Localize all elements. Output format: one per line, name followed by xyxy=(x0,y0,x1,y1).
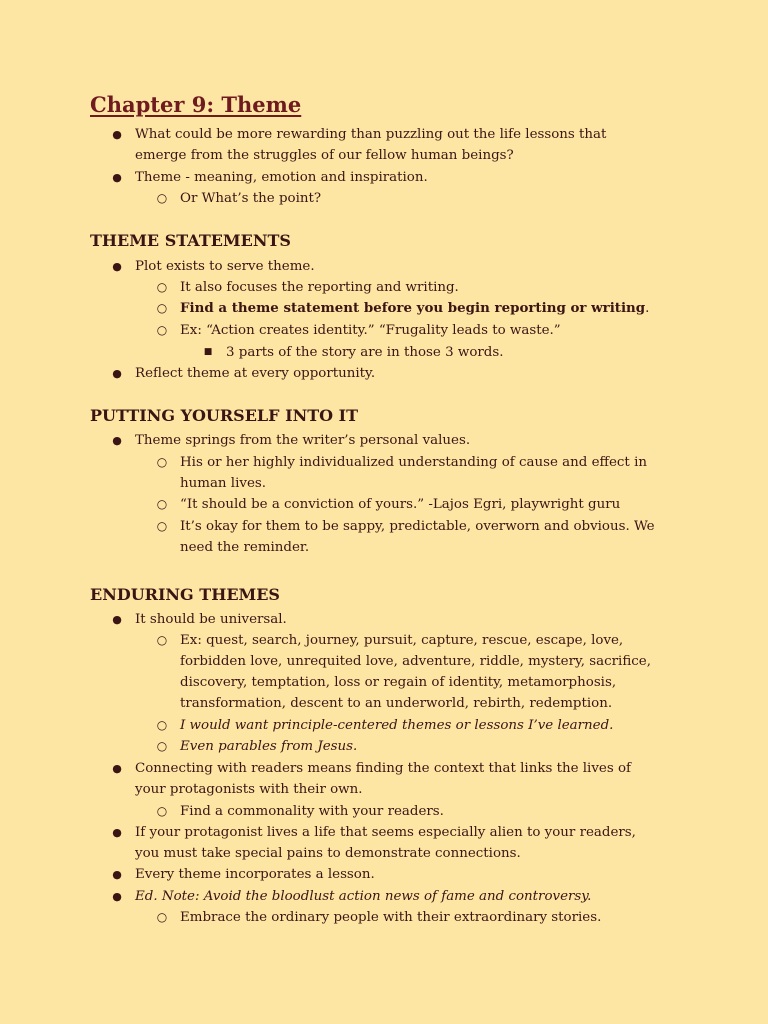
bullet-circle-icon: ○ xyxy=(156,323,168,337)
list-item-text: 3 parts of the story are in those 3 words. xyxy=(226,345,504,360)
list-item xyxy=(156,188,658,209)
bullet-circle-icon: ○ xyxy=(156,910,168,924)
list-item-text-bold: Find a theme statement before you begin reporting or writing xyxy=(180,300,646,316)
list-item xyxy=(112,822,655,864)
bullet-disc-icon: ● xyxy=(112,613,122,626)
bullet-circle-icon: ○ xyxy=(156,718,168,732)
list-item xyxy=(156,907,658,928)
list-item-text: Plot exists to serve theme. xyxy=(135,259,315,274)
list-item xyxy=(112,430,655,451)
list-item-text: Or What’s the point? xyxy=(180,191,322,206)
list-item xyxy=(112,758,655,800)
list-item-text: Ex: quest, search, journey, pursuit, capture, rescue, escape, love, forbidden love, unrequited love, adventure, riddle, mystery, sacrifice, discovery, temptation, loss or regain of identity, metamorphosis, transformation, descent to an underworld, rebirth, redemption. xyxy=(180,633,651,711)
list-item xyxy=(112,256,655,277)
list-item xyxy=(112,886,655,907)
list-item xyxy=(112,609,655,630)
bullet-disc-icon: ● xyxy=(112,762,122,775)
list-item-text: Theme - meaning, emotion and inspiration. xyxy=(135,170,428,185)
list-item xyxy=(156,715,658,736)
list-item xyxy=(156,736,658,757)
bullet-circle-icon: ○ xyxy=(156,191,168,205)
bullet-square-icon: ■ xyxy=(203,347,213,357)
list-item-text-italic: Even parables from Jesus. xyxy=(180,739,358,754)
list-item-text: Theme springs from the writer’s personal values. xyxy=(135,433,471,448)
list-item-text: It also focuses the reporting and writing. xyxy=(180,280,459,295)
list-item-text: It’s okay for them to be sappy, predictable, overworn and obvious. We need the reminder. xyxy=(180,519,655,555)
list-item xyxy=(203,342,666,363)
list-item-text: Find a commonality with your readers. xyxy=(180,804,444,819)
list-item-text: Embrace the ordinary people with their extraordinary stories. xyxy=(180,910,602,925)
list-item-text: Every theme incorporates a lesson. xyxy=(135,867,375,882)
list-item xyxy=(156,494,658,515)
list-item xyxy=(156,630,658,714)
list-item-text: If your protagonist lives a life that seems especially alien to your readers, you must take special pains to demonstrate connections. xyxy=(135,825,636,861)
section-heading-putting-yourself: PUTTING YOURSELF INTO IT xyxy=(90,406,359,425)
bullet-circle-icon: ○ xyxy=(156,739,168,753)
bullet-disc-icon: ● xyxy=(112,434,122,447)
list-item-text: It should be universal. xyxy=(135,612,287,627)
bullet-circle-icon: ○ xyxy=(156,280,168,294)
bullet-circle-icon: ○ xyxy=(156,519,168,533)
bullet-circle-icon: ○ xyxy=(156,455,168,469)
list-item-period: . xyxy=(645,301,650,316)
bullet-disc-icon: ● xyxy=(112,868,122,881)
list-item xyxy=(156,277,658,298)
list-item-text: Ex: “Action creates identity.” “Frugality leads to waste.” xyxy=(180,323,561,338)
list-item xyxy=(156,320,658,341)
list-item xyxy=(112,124,655,166)
bullet-disc-icon: ● xyxy=(112,826,122,839)
list-item xyxy=(156,298,658,319)
list-item-text-italic: I would want principle-centered themes or lessons I’ve learned. xyxy=(180,718,614,733)
bullet-disc-icon: ● xyxy=(112,128,122,141)
list-item xyxy=(156,801,658,822)
list-item xyxy=(156,452,658,494)
section-heading-enduring-themes: ENDURING THEMES xyxy=(90,585,280,604)
bullet-disc-icon: ● xyxy=(112,260,122,273)
section-heading-theme-statements: THEME STATEMENTS xyxy=(90,231,291,250)
list-item-text: Reflect theme at every opportunity. xyxy=(135,366,376,381)
bullet-disc-icon: ● xyxy=(112,367,122,380)
list-item xyxy=(156,516,658,558)
list-item xyxy=(112,363,655,384)
list-item xyxy=(112,167,655,188)
bullet-circle-icon: ○ xyxy=(156,301,168,315)
list-item-text-italic: Ed. Note: Avoid the bloodlust action news of fame and controversy. xyxy=(135,889,592,904)
page-title: Chapter 9: Theme xyxy=(90,92,302,117)
list-item-text: What could be more rewarding than puzzling out the life lessons that emerge from the struggles of our fellow human beings? xyxy=(135,127,607,163)
bullet-circle-icon: ○ xyxy=(156,497,168,511)
list-item-text: His or her highly individualized understanding of cause and effect in human lives. xyxy=(180,455,647,491)
bullet-circle-icon: ○ xyxy=(156,804,168,818)
bullet-disc-icon: ● xyxy=(112,171,122,184)
list-item-text: “It should be a conviction of yours.” -Lajos Egri, playwright guru xyxy=(180,497,621,512)
list-item xyxy=(112,864,655,885)
bullet-disc-icon: ● xyxy=(112,890,122,903)
bullet-circle-icon: ○ xyxy=(156,633,168,647)
list-item-text: Connecting with readers means finding the context that links the lives of your protagonists with their own. xyxy=(135,761,631,797)
